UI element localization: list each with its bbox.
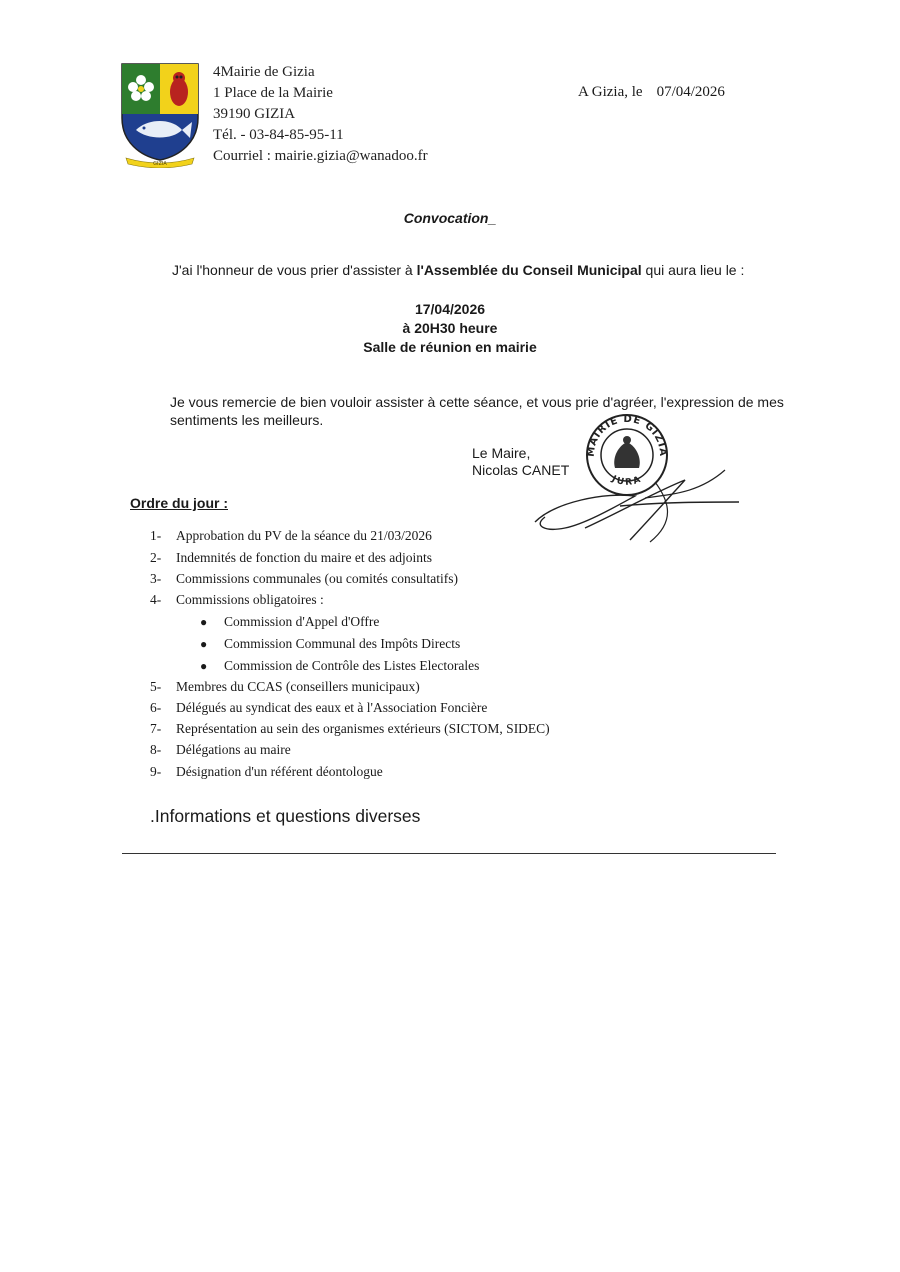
informations-line: .Informations et questions diverses [150,806,421,826]
stamp-bottom-text: JURA [610,474,644,489]
meeting-date: 17/04/2026 [414,301,486,317]
document-title: Convocation_ [403,210,497,226]
intro-paragraph [172,262,744,278]
stamp-top-text: MAIRIE DE GIZIA [585,413,669,458]
list-item: 6- Délégués au syndicat des eaux et à l'Association Foncière [150,700,488,715]
list-item: 7- Représentation au sein des organismes extérieurs (SICTOM, SIDEC) [150,721,550,736]
address-line-email: Courriel : mairie.gizia@wanadoo.fr [213,148,428,164]
meeting-place: Salle de réunion en mairie [363,339,537,355]
signatory-block [472,445,569,479]
list-item: 3- Commissions communales (ou comités consultatifs) [150,571,458,586]
list-item: 5- Membres du CCAS (conseillers municipaux) [150,679,420,694]
meeting-time: à 20H30 heure [402,320,498,336]
letter-date: 07/04/2026 [656,84,725,100]
crest-ribbon-text: GIZIA [153,161,167,167]
sub-list-item: ● Commission d'Appel d'Offre [200,614,380,629]
intro-bold: l'Assemblée du Conseil Municipal [416,262,642,278]
list-item: 4- Commissions obligatoires : [150,592,324,607]
bottom-divider [122,853,776,854]
signatory-role: Le Maire, [472,445,531,461]
municipal-crest-logo [118,60,202,168]
sub-list-item: ● Commission Communal des Impôts Directs [200,636,461,651]
intro-before: J'ai l'honneur de vous prier d'assister à [172,262,417,278]
address-line-street: 1 Place de la Mairie [213,85,333,101]
list-item: 8- Délégations au maire [150,742,291,757]
address-line-city: 39190 GIZIA [213,106,296,122]
address-line-phone: Tél. - 03-84-85-95-11 [213,127,344,143]
mairie-address-block [213,62,428,167]
address-line-name: 4Mairie de Gizia [213,64,315,80]
meeting-details [0,300,900,357]
list-item: 1- Approbation du PV de la séance du 21/03/2026 [150,528,432,543]
place-date-line [578,84,725,101]
place-prefix: A Gizia, le [578,84,643,100]
list-item: 2- Indemnités de fonction du maire et des adjoints [150,550,433,565]
sub-list-item: ● Commission de Contrôle des Listes Electorales [200,658,480,673]
list-item: 9- Désignation d'un référent déontologue [150,764,383,779]
signatory-name: Nicolas CANET [472,462,570,478]
intro-after: qui aura lieu le : [641,262,745,278]
closing-paragraph: Je vous remercie de bien vouloir assister à cette séance, et vous prie d'agréer, l'expression de mes sentiments les meilleurs. [170,394,784,428]
agenda-heading: Ordre du jour : [130,495,228,511]
